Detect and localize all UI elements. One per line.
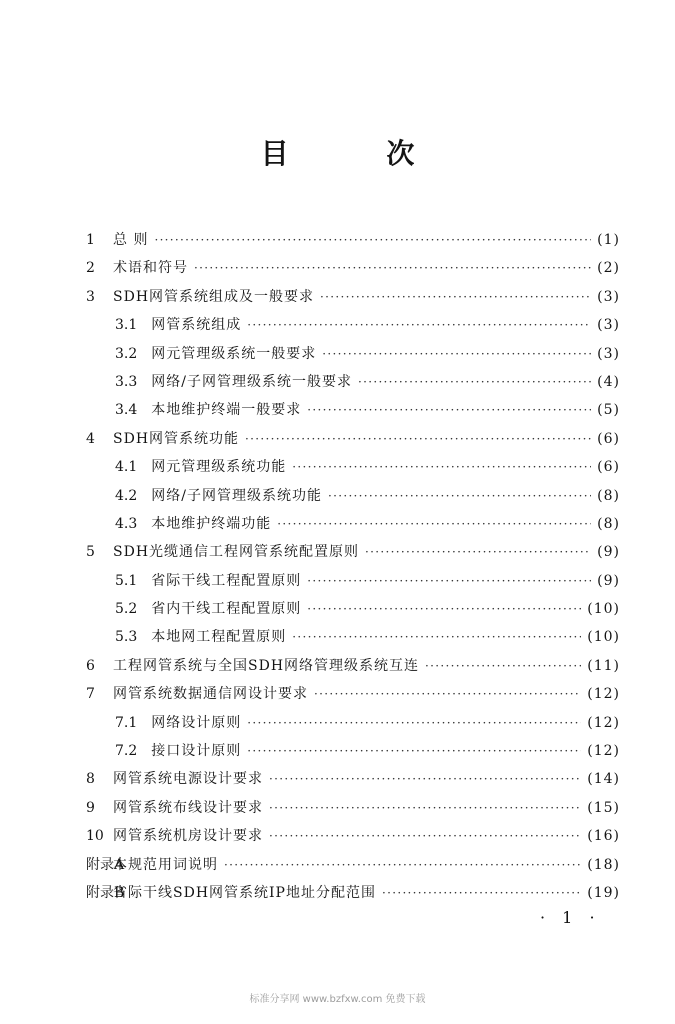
toc-entry-number: 7.1 [115, 714, 138, 731]
toc-entry-title: 网元管理级系统一般要求 [151, 345, 317, 362]
toc-entry-title: 工程网管系统与全国SDH网络管理级系统互连 [113, 657, 420, 674]
toc-entry-page: (12) [587, 686, 620, 703]
toc-entry[interactable] [86, 482, 620, 510]
toc-entry-title: 总 则 [113, 232, 149, 248]
toc-entry-number: 9 [86, 799, 95, 816]
dot-leader [269, 822, 581, 850]
toc-entry-page: (18) [587, 856, 620, 873]
toc-entry-title: 接口设计原则 [151, 743, 242, 760]
toc-entry-page: (1) [597, 232, 620, 248]
toc-entry-number: 6 [86, 657, 95, 674]
toc-entry-title: 省际干线SDH网管系统IP地址分配范围 [113, 884, 376, 901]
toc-entry-number: 8 [86, 771, 95, 788]
toc-entry-number: 3 [86, 288, 95, 305]
toc-entry-title: 网管系统数据通信网设计要求 [113, 686, 308, 703]
table-of-contents [86, 226, 620, 907]
toc-entry-title: 本地维护终端一般要求 [151, 402, 302, 419]
toc-entry[interactable] [86, 794, 620, 822]
toc-entry-title: 网管系统布线设计要求 [113, 799, 263, 816]
toc-entry-number: 1 [86, 232, 95, 248]
toc-entry-number: 7.2 [115, 743, 138, 760]
dot-leader [247, 737, 581, 765]
toc-entry-page: (15) [587, 799, 620, 816]
toc-entry[interactable] [86, 453, 620, 481]
toc-entry-title: 网管系统组成 [151, 317, 242, 334]
dot-leader [245, 425, 591, 453]
dot-leader [320, 283, 591, 311]
toc-entry[interactable] [86, 680, 620, 708]
toc-entry[interactable] [86, 851, 620, 879]
toc-entry-title: 本地网工程配置原则 [151, 629, 287, 646]
toc-entry[interactable] [86, 737, 620, 765]
toc-entry-number: 5.1 [115, 572, 138, 589]
toc-entry-page: (3) [597, 288, 620, 305]
toc-entry-number: 4.2 [115, 487, 138, 504]
toc-entry-number: 附录A [86, 856, 125, 873]
dot-leader [382, 879, 581, 907]
toc-entry-page: (19) [587, 884, 620, 901]
toc-entry[interactable] [86, 709, 620, 737]
toc-entry-number: 5.2 [115, 601, 138, 618]
toc-entry-title: SDH网管系统功能 [113, 430, 240, 447]
toc-entry[interactable] [86, 510, 620, 538]
toc-entry-title: 网管系统电源设计要求 [113, 771, 263, 788]
toc-entry-number: 7 [86, 686, 95, 703]
toc-entry-title: 术语和符号 [113, 260, 188, 277]
dot-leader [224, 851, 581, 879]
toc-entry-title: 本地维护终端功能 [151, 515, 272, 532]
toc-entry-number: 附录B [86, 884, 125, 901]
toc-entry[interactable] [86, 311, 620, 339]
dot-leader [307, 567, 591, 595]
toc-entry-title: 省际干线工程配置原则 [151, 572, 302, 589]
page-title: 目 次 [260, 137, 459, 170]
dot-leader [247, 709, 581, 737]
dot-leader [247, 311, 591, 339]
toc-entry[interactable] [86, 765, 620, 793]
page-number: · 1 · [540, 908, 601, 927]
dot-leader [194, 254, 591, 282]
toc-entry-title: SDH网管系统组成及一般要求 [113, 288, 315, 305]
dot-leader [425, 652, 581, 680]
toc-entry-title: 网管系统机房设计要求 [113, 828, 263, 845]
toc-entry[interactable] [86, 226, 620, 254]
dot-leader [365, 538, 591, 566]
toc-entry-page: (9) [597, 544, 620, 561]
toc-entry-title: 省内干线工程配置原则 [151, 601, 302, 618]
toc-entry-title: 本规范用词说明 [113, 856, 218, 873]
toc-entry-number: 2 [86, 260, 95, 277]
dot-leader [269, 794, 581, 822]
dot-leader [322, 340, 591, 368]
toc-entry-number: 4 [86, 430, 95, 447]
dot-leader [328, 482, 591, 510]
toc-entry[interactable] [86, 340, 620, 368]
toc-entry-page: (10) [587, 629, 620, 646]
toc-entry-title: 网络/子网管理级系统一般要求 [151, 373, 352, 390]
dot-leader [307, 595, 581, 623]
toc-entry-page: (8) [597, 515, 620, 532]
toc-entry-title: 网元管理级系统功能 [151, 459, 287, 476]
toc-entry[interactable] [86, 623, 620, 651]
toc-entry[interactable] [86, 425, 620, 453]
toc-entry-number: 3.1 [115, 317, 138, 334]
toc-entry-page: (12) [587, 743, 620, 760]
dot-leader [154, 226, 591, 254]
toc-entry[interactable] [86, 368, 620, 396]
toc-entry-page: (2) [597, 260, 620, 277]
dot-leader [307, 396, 591, 424]
toc-entry[interactable] [86, 283, 620, 311]
dot-leader [292, 453, 591, 481]
dot-leader [269, 765, 581, 793]
toc-entry[interactable] [86, 538, 620, 566]
toc-entry-page: (5) [597, 402, 620, 419]
toc-entry[interactable] [86, 254, 620, 282]
toc-entry-number: 4.3 [115, 515, 138, 532]
toc-entry-page: (6) [597, 430, 620, 447]
dot-leader [358, 368, 591, 396]
toc-entry-title: 网络/子网管理级系统功能 [151, 487, 322, 504]
toc-entry-number: 10 [86, 828, 104, 845]
toc-entry-page: (14) [587, 771, 620, 788]
toc-entry-number: 3.3 [115, 373, 138, 390]
toc-entry[interactable] [86, 879, 620, 907]
toc-entry-number: 5 [86, 544, 95, 561]
dot-leader [277, 510, 591, 538]
toc-entry[interactable] [86, 396, 620, 424]
toc-entry[interactable] [86, 652, 620, 680]
toc-entry-number: 3.2 [115, 345, 138, 362]
dot-leader [292, 623, 581, 651]
dot-leader [314, 680, 581, 708]
toc-entry-number: 4.1 [115, 459, 138, 476]
toc-entry-page: (6) [597, 459, 620, 476]
toc-entry-page: (9) [597, 572, 620, 589]
toc-entry[interactable] [86, 567, 620, 595]
toc-entry-page: (11) [587, 657, 620, 674]
toc-entry[interactable] [86, 595, 620, 623]
footer-watermark: 标准分享网 www.bzfxw.com 免费下载 [249, 994, 426, 1005]
toc-entry[interactable] [86, 822, 620, 850]
toc-entry-page: (4) [597, 373, 620, 390]
toc-entry-number: 3.4 [115, 402, 138, 419]
toc-entry-page: (8) [597, 487, 620, 504]
toc-entry-title: SDH光缆通信工程网管系统配置原则 [113, 544, 360, 561]
toc-entry-page: (10) [587, 601, 620, 618]
toc-entry-page: (3) [597, 317, 620, 334]
toc-entry-page: (16) [587, 828, 620, 845]
toc-entry-title: 网络设计原则 [151, 714, 242, 731]
toc-entry-number: 5.3 [115, 629, 138, 646]
toc-entry-page: (12) [587, 714, 620, 731]
toc-entry-page: (3) [597, 345, 620, 362]
